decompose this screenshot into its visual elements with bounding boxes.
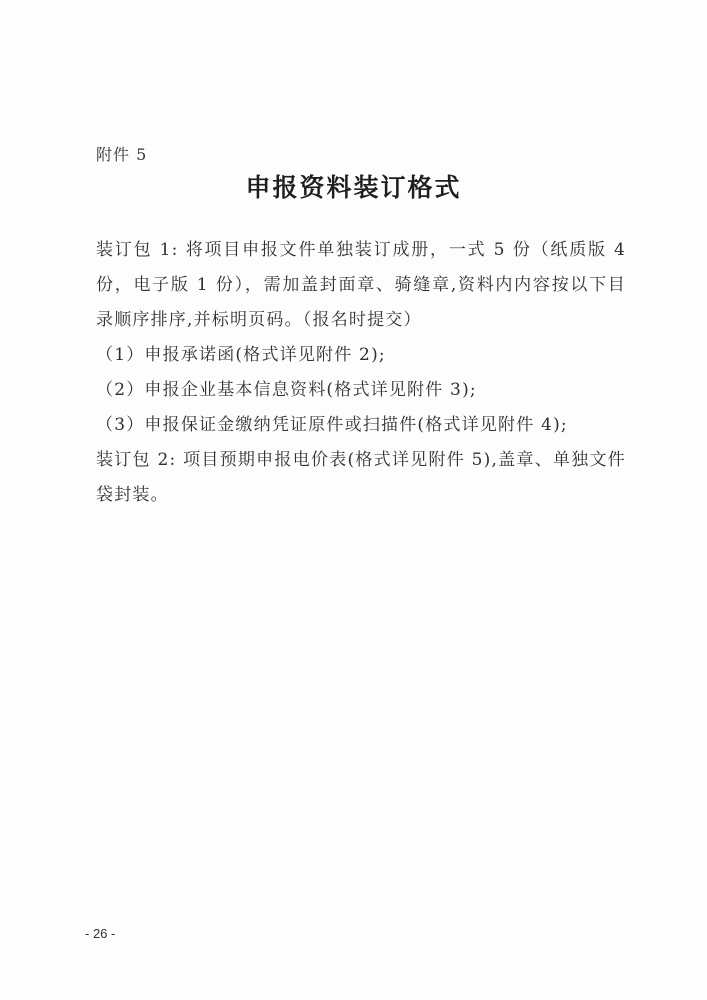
list-item-3: （3）申报保证金缴纳凭证原件或扫描件(格式详见附件 4); <box>96 415 568 435</box>
attachment-label: 附件 5 <box>96 145 148 164</box>
document-title: 申报资料装订格式 <box>245 173 462 202</box>
list-item-1: （1）申报承诺函(格式详见附件 2); <box>96 345 386 365</box>
document-body <box>96 233 626 513</box>
paragraph-binding-package-2: 装订包 2: 项目预期申报电价表(格式详见附件 5),盖章、单独文件袋封装。 <box>96 450 626 505</box>
page-number: - 26 - <box>85 926 116 941</box>
paragraph-binding-package-1: 装订包 1: 将项目申报文件单独装订成册，一式 5 份（纸质版 4 份，电子版 1 份），需加盖封面章、骑缝章,资料内内容按以下目录顺序排序,并标明页码。（报名时提交） <box>96 240 626 330</box>
list-item-2: （2）申报企业基本信息资料(格式详见附件 3); <box>96 380 477 400</box>
